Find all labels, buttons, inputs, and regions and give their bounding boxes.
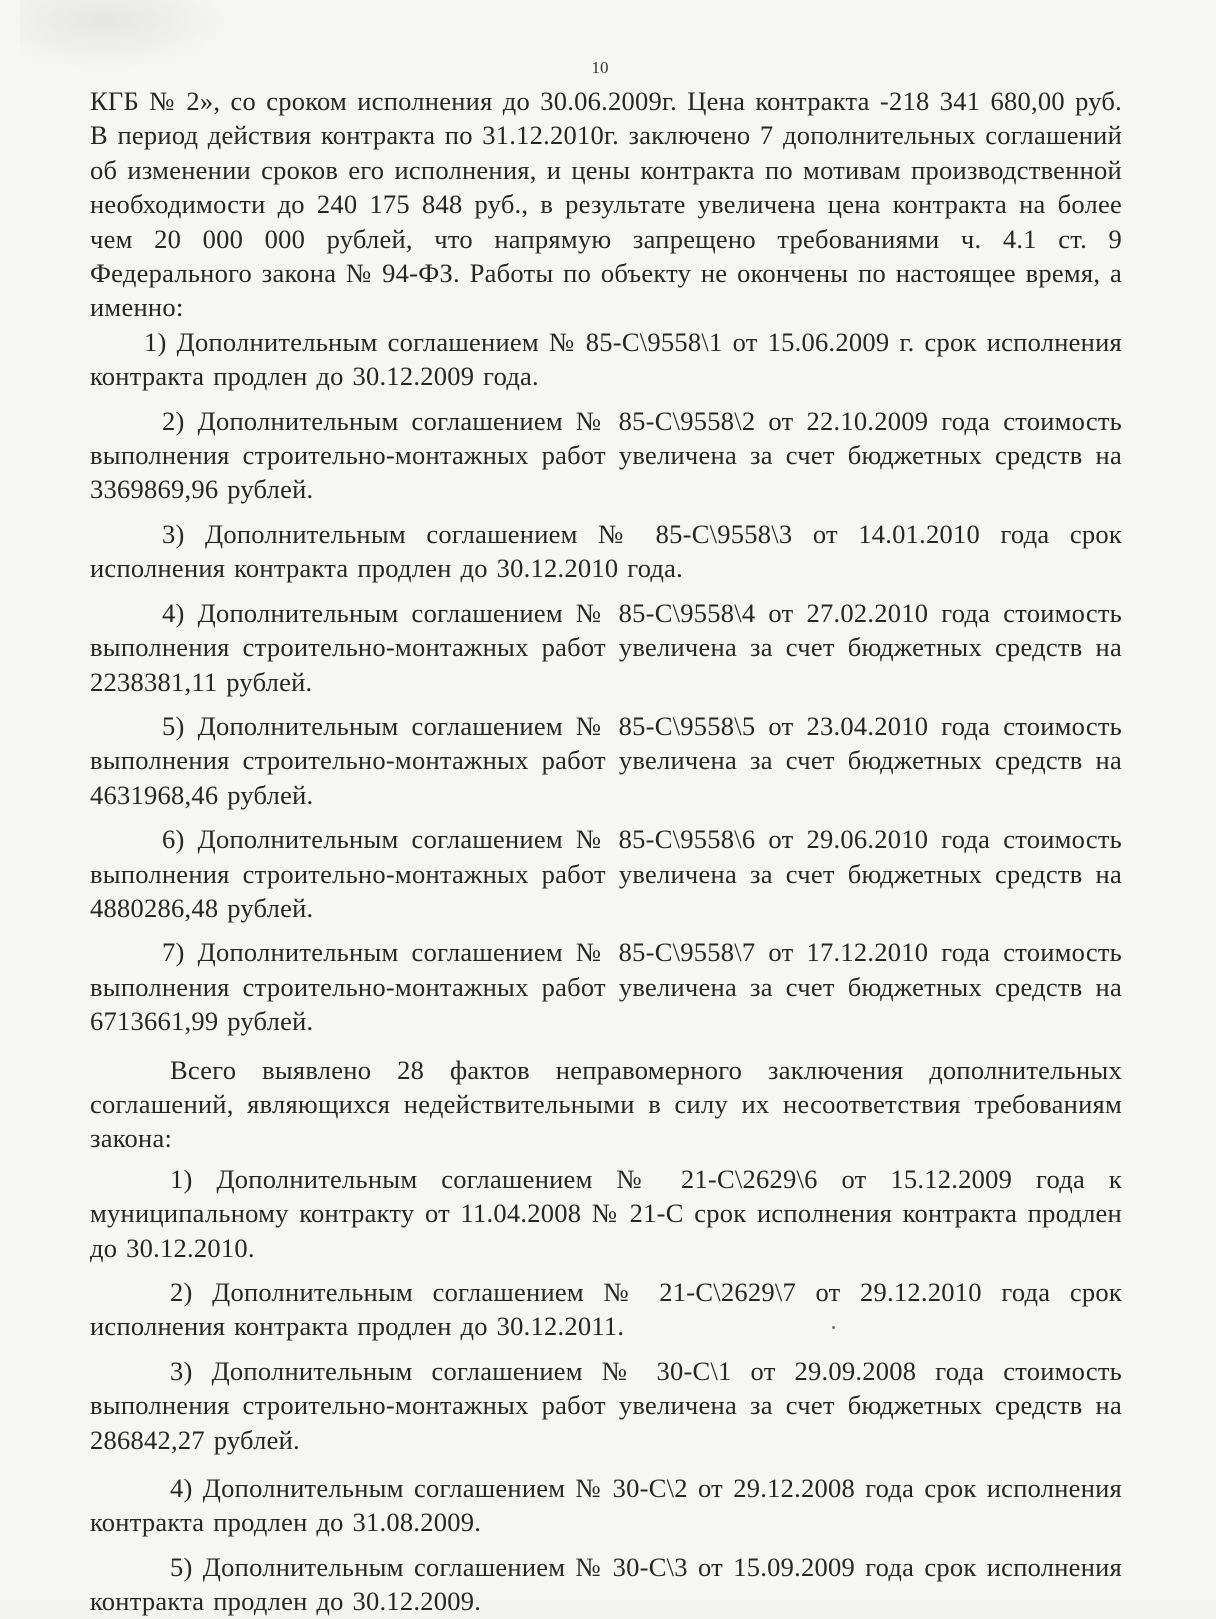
paragraph-intro: КГБ № 2», со сроком исполнения до 30.06.2009г. Цена контракта -218 341 680,00 руб. В период действия контракта по 31.12.2010г. заключено 7 дополнительных соглашений об изменении сроков его исполнения, и цены контракта по мотивам производственной необходимости до 240 175 848 руб., в результате увеличена цена контракта на более чем 20 000 000 рублей, что напрямую запрещено требованиями ч. 4.1 ст. 9 Федерального закона № 94-ФЗ. Работы по объекту не окончены по настоящее время, а именно: xyxy=(90,86,1122,323)
list-item-b5: 5) Дополнительным соглашением № 30-С\3 от 15.09.2009 года срок исполнения контракта продлен до 30.12.2009. xyxy=(90,1551,1122,1617)
scan-dot xyxy=(832,1326,835,1329)
list-item-a6: 6) Дополнительным соглашением № 85-С\9558\6 от 29.06.2010 года стоимость выполнения строительно-монтажных работ увеличена за счет бюджетных средств на 4880286,48 рублей. xyxy=(90,824,1122,923)
list-item-b4: 4) Дополнительным соглашением № 30-С\2 от 29.12.2008 года срок исполнения контракта продлен до 31.08.2009. xyxy=(90,1473,1122,1538)
list-item-a5: 5) Дополнительным соглашением № 85-С\9558\5 от 23.04.2010 года стоимость выполнения строительно-монтажных работ увеличена за счет бюджетных средств на 4631968,46 рублей. xyxy=(90,710,1122,810)
paragraph-summary: Всего выявлено 28 фактов неправомерного заключения дополнительных соглашений, являющихся недействительными в силу их несоответствия требованиям закона: xyxy=(90,1054,1122,1154)
list-item-b1: 1) Дополнительным соглашением № 21-С\2629\6 от 15.12.2009 года к муниципальному контракту от 11.04.2008 № 21-С срок исполнения контракта продлен до 30.12.2010. xyxy=(90,1163,1122,1263)
list-item-a7: 7) Дополнительным соглашением № 85-С\9558\7 от 17.12.2010 года стоимость выполнения строительно-монтажных работ увеличена за счет бюджетных средств на 6713661,99 рублей. xyxy=(90,937,1122,1037)
list-item-a4: 4) Дополнительным соглашением № 85-С\9558\4 от 27.02.2010 года стоимость выполнения строительно-монтажных работ увеличена за счет бюджетных средств на 2238381,11 рублей. xyxy=(90,597,1122,697)
list-item-a2: 2) Дополнительным соглашением № 85-С\9558\2 от 22.10.2009 года стоимость выполнения строительно-монтажных работ увеличена за счет бюджетных средств на 3369869,96 рублей. xyxy=(90,405,1122,505)
list-item-a1: 1) Дополнительным соглашением № 85-С\9558\1 от 15.06.2009 г. срок исполнения контракта продлен до 30.12.2009 года. xyxy=(90,326,1122,392)
list-item-b3: 3) Дополнительным соглашением № 30-С\1 от 29.09.2008 года стоимость выполнения строительно-монтажных работ увеличена за счет бюджетных средств на 286842,27 рублей. xyxy=(90,1355,1122,1455)
list-item-b2: 2) Дополнительным соглашением № 21-С\2629\7 от 29.12.2010 года срок исполнения контракта продлен до 30.12.2011. xyxy=(90,1277,1122,1342)
list-item-a3: 3) Дополнительным соглашением № 85-С\9558\3 от 14.01.2010 года срок исполнения контракта продлен до 30.12.2010 года. xyxy=(90,518,1122,584)
document-body xyxy=(90,84,1122,1619)
page-number: 10 xyxy=(591,58,609,77)
